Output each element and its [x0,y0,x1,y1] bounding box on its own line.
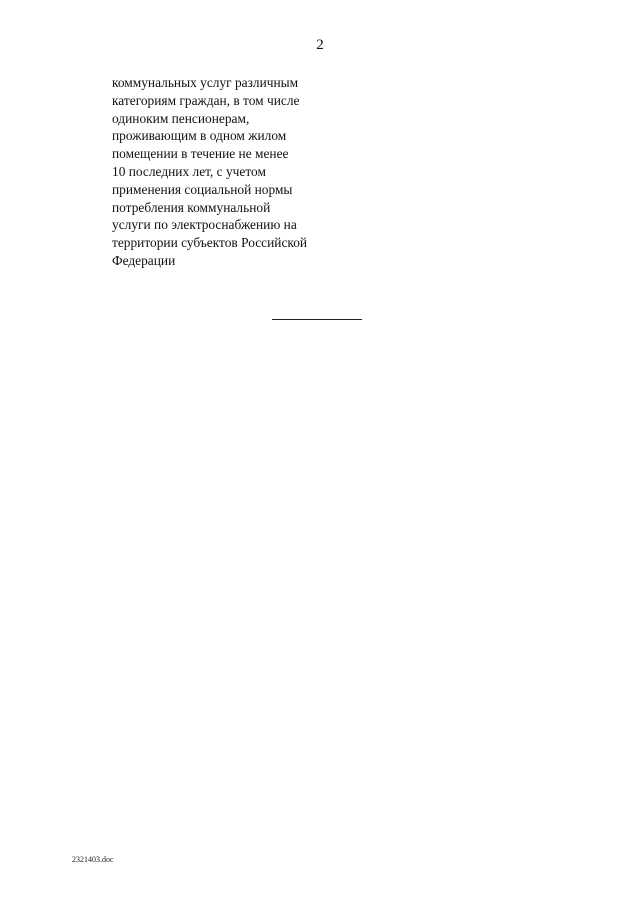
text-line: одиноким пенсионерам, [112,110,250,126]
text-line: территории субъектов Российской [112,235,308,251]
text-line: проживающим в одном жилом [112,128,287,144]
page-number: 2 [316,37,324,53]
text-line: помещении в течение не менее [112,146,289,162]
body-text [112,74,372,270]
text-line: коммунальных услуг различным [112,75,299,90]
separator-line [272,319,362,320]
text-line: категориям граждан, в том числе [112,92,300,108]
text-line: потребления коммунальной [112,199,271,215]
text-line: Федерации [112,252,176,268]
footer-file-name: 2321403.doc [72,855,114,864]
text-line: применения социальной нормы [112,181,293,197]
text-line: 10 последних лет, с учетом [112,163,266,179]
text-line: услуги по электроснабжению на [112,217,297,233]
